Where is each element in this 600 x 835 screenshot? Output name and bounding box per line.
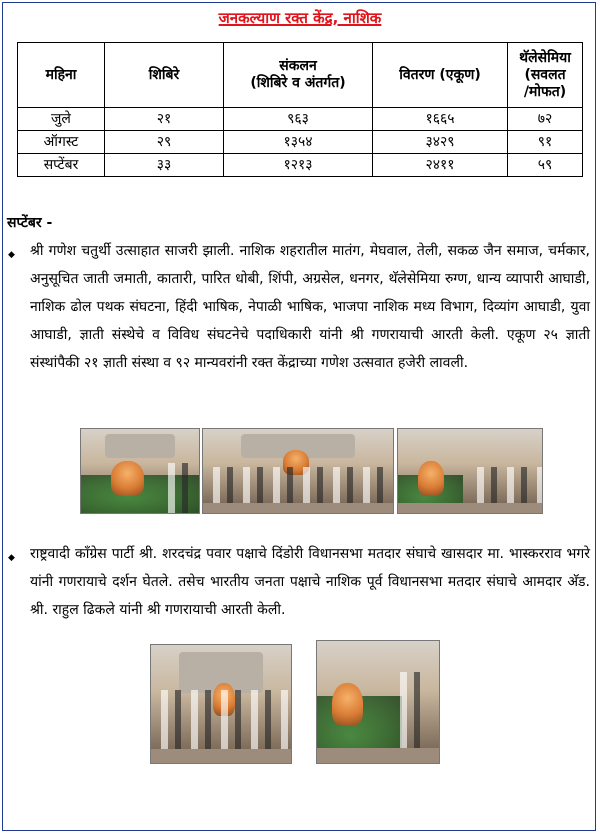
statistics-table — [17, 42, 583, 177]
cell-distribution: २४११ — [373, 154, 508, 177]
page-title: जनकल्याण रक्त केंद्र, नाशिक — [218, 9, 382, 27]
photo-floor — [317, 748, 439, 763]
cell-month: जुले — [18, 108, 105, 131]
bullet-icon: ◆ — [8, 553, 15, 563]
cell-distribution: १६६५ — [373, 108, 508, 131]
cell-month: सप्टेंबर — [18, 154, 105, 177]
header-month — [18, 43, 105, 108]
header-collection-text: संकलन (शिबिरे व अंतर्गत) — [250, 58, 346, 91]
table-row — [18, 108, 583, 131]
table-row — [18, 154, 583, 177]
table-row — [18, 131, 583, 154]
photo-person — [158, 463, 193, 513]
cell-camps: ३३ — [105, 154, 224, 177]
bullet-icon: ◆ — [8, 250, 15, 260]
photo-ganesh-idol — [80, 428, 200, 514]
cell-collection: ९६३ — [224, 108, 373, 131]
header-month-text: महिना — [45, 66, 77, 83]
paragraph-ganesh-festival: श्री गणेश चतुर्थी उत्साहात साजरी झाली. नाशिक शहरातील मातंग, मेघवाल, तेली, सकळ जैन समाज, चर्मकार, अनुसूचित जाती जमाती, कातारी, पारित धोबी, शिंपी, अग्रसेल, धनगर, थॅलेसेमिया रुग्ण, धान्य व्यापारी आघाडी, नाशिक ढोल पथक संघटना, हिंदी भाषिक, नेपाळी भाषिक, भाजपा नाशिक मध्य विभाग, दिव्यांग आघाडी, युवा आघाडी, ज्ञाती संस्थेचे व विविध संघटनेचे पदाधिकारी यांनी श्री गणरायाची आरती केली. एकूण २५ ज्ञाती संस्थांपैकी २१ ज्ञाती संस्था व ९२ मान्यवरांनी रक्त केंद्राच्या गणेश उत्सवात हजेरी लावली. — [30, 243, 590, 371]
photo-floor — [151, 749, 291, 763]
header-collection — [224, 43, 373, 108]
header-camps-text: शिबिरे — [148, 66, 180, 83]
photo-floor — [203, 503, 393, 513]
header-camps — [105, 43, 224, 108]
section-heading: सप्टेंबर - — [7, 215, 53, 231]
photo-mp-visit — [150, 644, 292, 764]
cell-camps: २९ — [105, 131, 224, 154]
header-thalassemia-text: थॅलेसेमिया (सवलत /मोफत) — [519, 49, 571, 100]
photo-floor — [398, 503, 542, 513]
photo-group-one — [202, 428, 394, 514]
photo-banner — [105, 434, 176, 458]
paragraph-dignitaries-visit: राष्ट्रवादी काँग्रेस पार्टी श्री. शरदचंद्र पवार पक्षाचे दिंडोरी विधानसभा मतदार संघाचे खासदार मा. भास्करराव भगरे यांनी गणरायाचे दर्शन घेतले. तसेच भारतीय जनता पक्षाचे नाशिक पूर्व विधानसभा मतदार संघाचे आमदार अ‍ॅड. श्री. राहुल ढिकले यांनी श्री गणरायाची आरती केली. — [30, 546, 590, 618]
photo-group-two — [397, 428, 543, 514]
photo-mla-aarti — [316, 640, 440, 764]
cell-thalassemia: ९१ — [508, 131, 583, 154]
cell-collection: १२१३ — [224, 154, 373, 177]
header-distribution — [373, 43, 508, 108]
cell-month: ऑगस्ट — [18, 131, 105, 154]
photo-idol — [418, 461, 444, 496]
cell-distribution: ३४२९ — [373, 131, 508, 154]
table-header-row — [18, 43, 583, 108]
photo-idol — [111, 461, 144, 496]
cell-thalassemia: ५९ — [508, 154, 583, 177]
header-distribution-text: वितरण (एकूण) — [399, 66, 481, 83]
cell-thalassemia: ७२ — [508, 108, 583, 131]
cell-camps: २१ — [105, 108, 224, 131]
header-thalassemia — [508, 43, 583, 108]
cell-collection: १३५४ — [224, 131, 373, 154]
photo-idol — [332, 683, 364, 727]
